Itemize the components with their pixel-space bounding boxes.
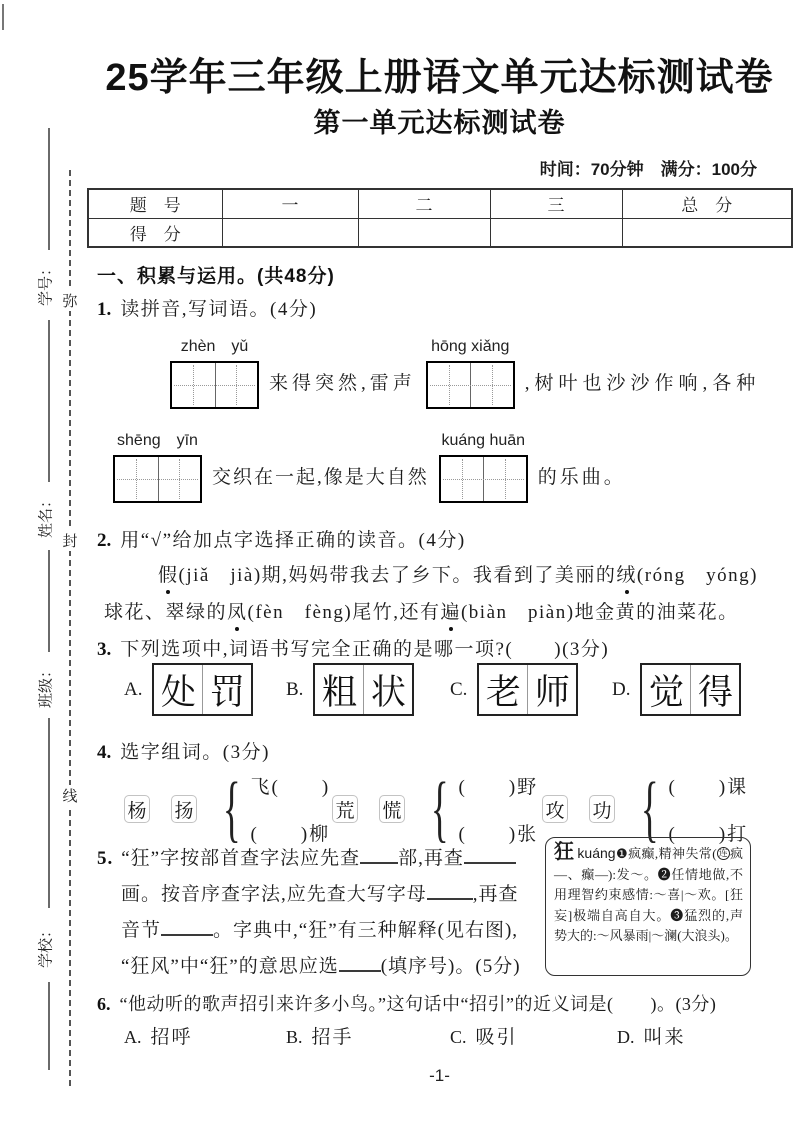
q2-text-segment: (róng yóng) (636, 565, 758, 586)
question-1-number: 1. (97, 299, 112, 320)
student-info-rule-2 (48, 320, 50, 482)
fill-blank (161, 933, 213, 936)
score-table-header-row (88, 189, 792, 218)
fill-blank (427, 897, 473, 900)
word-box (152, 663, 253, 716)
writing-grid-box (113, 455, 202, 503)
option-letter: B. (286, 678, 304, 700)
option-text: 招呼 (150, 1027, 193, 1048)
q3-option-a (124, 663, 253, 716)
score-cell-total (622, 218, 792, 247)
dictionary-definition-segment: 疯—、癫—):发～。❷任情地做,不用理智约束感情:～喜|～欢。[狂妄]极端自高自大。❸猛烈的,声势大的:～风暴雨|～澜(大浪头)。 (554, 846, 743, 943)
option-letter: D. (612, 678, 631, 700)
q3-option-b (286, 663, 414, 716)
exam-subtitle: 第一单元达标测试卷 (313, 108, 566, 138)
question-1-heading (97, 294, 317, 321)
q5-text-segment: ,再查 (472, 884, 519, 905)
exam-time-score-meta: 时间：70分钟 满分：100分 (539, 160, 757, 179)
pinyin-label: kuáng huān (441, 432, 526, 449)
q3-option-c (450, 663, 578, 716)
q5-text-segment: (填序号)。(5分) (380, 956, 521, 977)
q1-sentence-segment: 交织在一起,像是大自然 (212, 467, 429, 488)
word-box-char: 状 (363, 665, 412, 714)
name-label: 姓名： (38, 493, 55, 539)
score-table-score-row (88, 218, 792, 247)
question-6-number: 6. (97, 994, 111, 1014)
dotted-character: 遍 (440, 597, 461, 624)
q1-sentence-segment: ,树叶也沙沙作响,各种 (524, 373, 761, 394)
fill-blank (339, 969, 381, 972)
q6-option-b (286, 1022, 354, 1049)
choice-char-tag: 扬 (171, 795, 197, 823)
class-label: 班级： (38, 663, 55, 709)
q5-line-1 (97, 843, 516, 870)
q4-word-pair (251, 772, 331, 846)
option-letter: D. (617, 1027, 635, 1047)
brace-glyph: { (430, 768, 449, 850)
q1-sentence-segment: 来得突然,雷声 (269, 373, 416, 394)
q4-word-bottom: ( )打 (668, 824, 749, 845)
word-box (477, 663, 578, 716)
word-box-char: 觉 (648, 672, 684, 712)
question-2-prompt: 用“√”给加点字选择正确的读音。(4分) (120, 530, 466, 551)
q1-row-1 (170, 333, 770, 409)
brace-glyph: { (640, 768, 659, 850)
question-5-number: 5. (97, 848, 114, 869)
q5-text-segment: “狂”字按部首查字法应先查 (121, 848, 361, 869)
score-row-label: 得 分 (88, 218, 222, 247)
q5-text-segment: 画。按音序查字法,应先查大写字母 (121, 884, 427, 905)
writing-grid-box (170, 361, 259, 409)
dictionary-pinyin: kuáng (577, 845, 616, 861)
brace-glyph: { (222, 768, 241, 850)
word-box-char: 师 (527, 665, 576, 714)
q2-text-segment: 球花、翠绿的 (104, 602, 228, 623)
question-4-heading (97, 737, 270, 764)
q5-line-2 (121, 879, 519, 906)
pinyin-writing-unit (170, 333, 259, 409)
circled-lian-mark: 连 (718, 848, 728, 858)
question-2-number: 2. (97, 530, 112, 551)
dictionary-headword: 狂 (554, 841, 575, 863)
student-id-label: 学号： (38, 261, 55, 307)
choice-char-tag: 杨 (124, 795, 150, 823)
dotted-character: 绒 (616, 560, 637, 587)
q4-word-top: ( )野 (458, 777, 539, 798)
question-2-heading (97, 525, 466, 552)
pinyin-writing-unit (439, 432, 528, 503)
seal-char-mi: 弥 (58, 290, 82, 311)
q5-text-segment: 音节 (121, 920, 162, 941)
word-box-char: 老 (485, 672, 521, 712)
q4-group-2 (332, 764, 538, 854)
q4-word-top: ( )课 (668, 777, 749, 798)
q5-text-segment: 。字典中,“狂”有三种解释(见右图), (213, 920, 519, 941)
pinyin-label: hōng xiǎng (431, 338, 510, 355)
score-cell-1 (222, 218, 358, 247)
student-info-rule-3 (48, 550, 50, 652)
score-table-header-cell: 三 (490, 189, 622, 218)
pinyin-label: shēng yīn (117, 432, 198, 449)
question-3-number: 3. (97, 639, 112, 660)
question-6-heading (97, 990, 716, 1016)
choice-char-tag: 攻 (542, 795, 568, 823)
exam-title: 25学年三年级上册语文单元达标测试卷 (105, 57, 774, 99)
score-table-header-cell: 题 号 (88, 189, 222, 218)
word-box-char: 粗 (321, 672, 357, 712)
q5-text-segment: “狂风”中“狂”的意思应选 (121, 956, 339, 977)
q2-text-segment: (jiǎ jià)期,妈妈带我去了乡下。我看到了美丽的 (178, 565, 617, 586)
q5-text-segment: 部,再查 (398, 848, 464, 869)
q4-group-1 (124, 764, 330, 854)
option-letter: C. (450, 678, 468, 700)
choice-char-tag: 功 (589, 795, 615, 823)
student-info-rule-1 (48, 128, 50, 250)
choice-char-tag: 慌 (379, 795, 405, 823)
score-table-header-cell: 总 分 (622, 189, 792, 218)
school-label: 学校： (38, 923, 55, 969)
question-4-number: 4. (97, 742, 112, 763)
q4-word-top: 飞( ) (250, 777, 331, 798)
pinyin-writing-unit (113, 427, 202, 503)
section-1-heading: 一、积累与运用。(共48分) (97, 266, 335, 287)
q5-line-3 (121, 915, 518, 942)
q5-line-4 (121, 951, 521, 978)
dotted-character: 凤 (227, 597, 248, 624)
pinyin-label: zhèn yǔ (180, 338, 249, 355)
q1-sentence-segment: 的乐曲。 (537, 467, 626, 488)
question-3-heading (97, 634, 609, 661)
option-letter: B. (286, 1027, 303, 1047)
score-cell-2 (358, 218, 490, 247)
page-number: -1- (429, 1066, 450, 1085)
question-6-prompt: “他动听的歌声招引来许多小鸟。”这句话中“招引”的近义词是( )。(3分) (119, 994, 717, 1014)
student-info-rule-4 (48, 718, 50, 908)
dotted-character: 假 (158, 560, 179, 587)
pinyin-writing-unit (426, 338, 515, 409)
question-3-prompt: 下列选项中,词语书写完全正确的是哪一项?( )(3分) (120, 639, 610, 660)
score-table (87, 188, 793, 248)
q6-option-c (450, 1022, 518, 1049)
q4-word-bottom: ( )柳 (250, 824, 331, 845)
choice-char-tag: 荒 (332, 795, 358, 823)
writing-grid-box (439, 455, 528, 503)
question-1-prompt: 读拼音,写词语。(4分) (120, 299, 318, 320)
question-4-prompt: 选字组词。(3分) (120, 742, 270, 763)
option-text: 叫来 (643, 1027, 686, 1048)
q4-word-pair (459, 772, 539, 846)
q6-option-d (617, 1022, 686, 1049)
dictionary-definition-segment: ❶疯癫,精神失常( (615, 846, 717, 861)
q3-option-d (612, 663, 741, 716)
seal-char-feng: 封 (58, 530, 82, 551)
option-text: 吸引 (475, 1027, 518, 1048)
q2-text-segment: (fèn fèng)尾竹,还有 (247, 602, 441, 623)
fill-blank (464, 861, 516, 864)
fill-blank (360, 861, 398, 864)
seal-char-xian: 线 (58, 785, 82, 806)
q2-passage-line-2 (104, 597, 739, 624)
q2-text-segment: (biàn piàn)地金黄的油菜花。 (460, 602, 739, 623)
option-letter: C. (450, 1027, 467, 1047)
q1-row-2 (113, 427, 636, 503)
option-text: 招手 (311, 1027, 354, 1048)
dictionary-entry-box (545, 837, 751, 976)
score-table-header-cell: 一 (222, 189, 358, 218)
scan-edge-artifact (2, 4, 4, 30)
writing-grid-box (426, 361, 515, 409)
student-info-rule-5 (48, 982, 50, 1070)
option-letter: A. (124, 678, 143, 700)
q4-word-bottom: ( )张 (458, 824, 539, 845)
word-box-char: 罚 (202, 665, 251, 714)
q2-passage-line-1 (158, 560, 758, 587)
word-box (313, 663, 414, 716)
word-box (640, 663, 741, 716)
option-letter: A. (124, 1027, 142, 1047)
score-cell-3 (490, 218, 622, 247)
score-table-header-cell: 二 (358, 189, 490, 218)
q4-word-pair (669, 772, 749, 846)
word-box-char: 得 (690, 665, 739, 714)
q6-option-a (124, 1022, 193, 1049)
word-box-char: 处 (160, 672, 196, 712)
